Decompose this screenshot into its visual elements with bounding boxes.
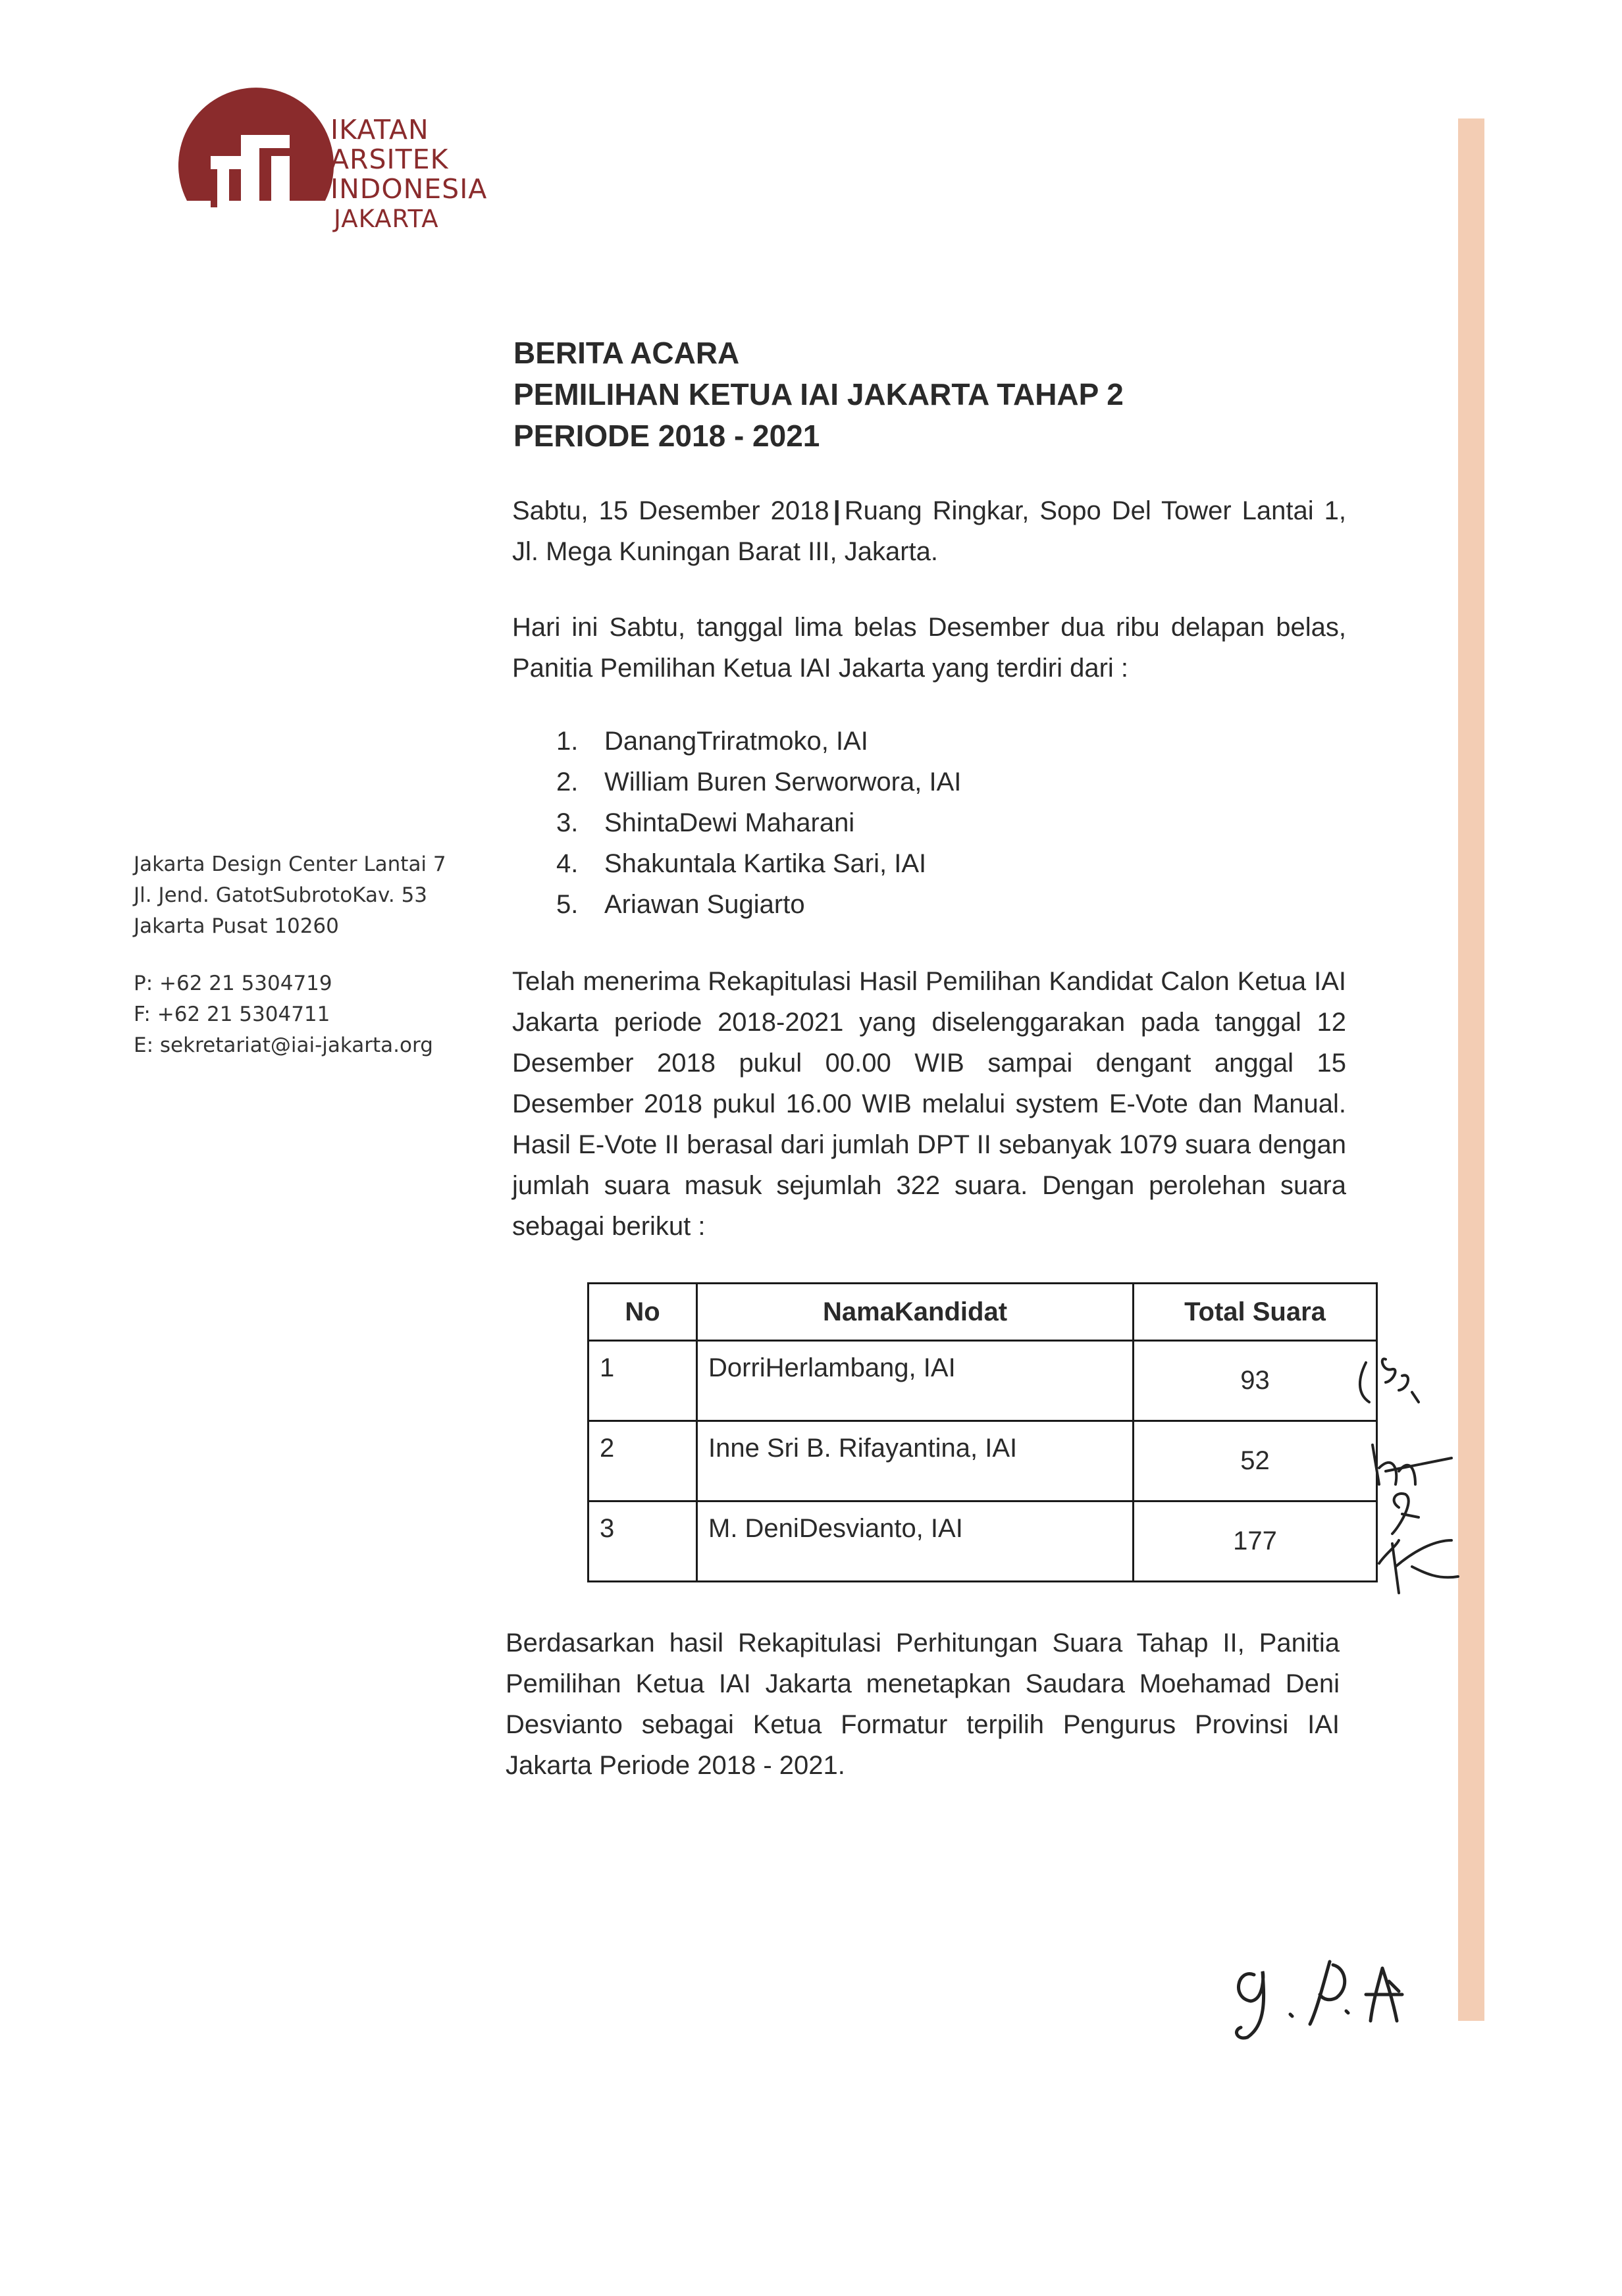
header-total: Total Suara bbox=[1134, 1284, 1377, 1341]
decorative-side-bar bbox=[1458, 118, 1484, 2021]
signature bbox=[1224, 1948, 1422, 2054]
fax: F: +62 21 5304711 bbox=[134, 1003, 330, 1026]
list-item: 2. William Buren Serworwora, IAI bbox=[556, 768, 962, 796]
list-item: 1. DanangTriratmoko, IAI bbox=[556, 727, 868, 756]
conclusion-paragraph: Berdasarkan hasil Rekapitulasi Perhitungan Suara Tahap II, Panitia Pemilihan Ketua IAI Jakarta menetapkan Saudara Moehamad Deni Desvianto sebagai Ketua Formatur terpilih Pengurus Provinsi IAI Jakarta Periode 2018 - 2021. bbox=[506, 1629, 1340, 1780]
event-date: Sabtu, 15 Desember 2018 bbox=[512, 496, 829, 525]
handwritten-initials bbox=[1353, 1343, 1468, 1600]
intro-paragraph: Hari ini Sabtu, tanggal lima belas Desember dua ribu delapan belas, Panitia Pemilihan Ketua IAI Jakarta yang terdiri dari : bbox=[512, 613, 1346, 683]
table-row: 2 Inne Sri B. Rifayantina, IAI 52 bbox=[589, 1421, 1377, 1501]
org-line: ARSITEK bbox=[330, 144, 449, 175]
title-line: BERITA ACARA bbox=[513, 336, 740, 370]
event-info: Sabtu, 15 Desember 2018 | Ruang Ringkar, Sopo Del Tower Lantai 1, Jl. Mega Kuningan Barat III, Jakarta. bbox=[512, 496, 1346, 566]
list-item: 5. Ariawan Sugiarto bbox=[556, 890, 805, 919]
title-line: PEMILIHAN KETUA IAI JAKARTA TAHAP 2 bbox=[513, 377, 1124, 411]
email: E: sekretariat@iai-jakarta.org bbox=[134, 1033, 433, 1057]
document-title bbox=[513, 332, 1124, 457]
title-line: PERIODE 2018 - 2021 bbox=[513, 419, 820, 453]
address-line: Jakarta Design Center Lantai 7 bbox=[134, 852, 446, 876]
org-line: IKATAN bbox=[330, 114, 429, 145]
org-line: INDONESIA bbox=[330, 173, 488, 205]
header-no: No bbox=[589, 1284, 697, 1341]
address-line: Jl. Jend. GatotSubrotoKav. 53 bbox=[134, 883, 428, 907]
contact-address bbox=[134, 849, 446, 1061]
table-row: 1 DorriHerlambang, IAI 93 bbox=[589, 1341, 1377, 1421]
address-line: Jakarta Pusat 10260 bbox=[134, 914, 339, 938]
vote-results-table bbox=[587, 1282, 1378, 1582]
org-name bbox=[330, 115, 487, 234]
list-item: 3. ShintaDewi Maharani bbox=[556, 808, 855, 837]
result-paragraph: Telah menerima Rekapitulasi Hasil Pemilihan Kandidat Calon Ketua IAI Jakarta periode 2018-2021 yang diselenggarakan pada tanggal 12 Desember 2018 pukul 00.00 WIB sampai dengant anggal 15 Desember 2018 pukul 16.00 WIB melalui system E-Vote dan Manual. Hasil E-Vote II berasal dari jumlah DPT II sebanyak 1079 suara dengan jumlah suara masuk sejumlah 322 suara. Dengan perolehan suara sebagai berikut : bbox=[512, 967, 1346, 1241]
table-row: 3 M. DeniDesvianto, IAI 177 bbox=[589, 1501, 1377, 1582]
table-header-row bbox=[589, 1284, 1377, 1341]
list-item: 4. Shakuntala Kartika Sari, IAI bbox=[556, 849, 927, 878]
org-city: JAKARTA bbox=[334, 205, 439, 233]
committee-list bbox=[556, 721, 961, 925]
header-name: NamaKandidat bbox=[697, 1284, 1134, 1341]
phone: P: +62 21 5304719 bbox=[134, 972, 332, 995]
event-location: Ruang Ringkar, Sopo Del Tower Lantai 1, Jl. Mega Kuningan Barat III, Jakarta. bbox=[512, 496, 1346, 566]
